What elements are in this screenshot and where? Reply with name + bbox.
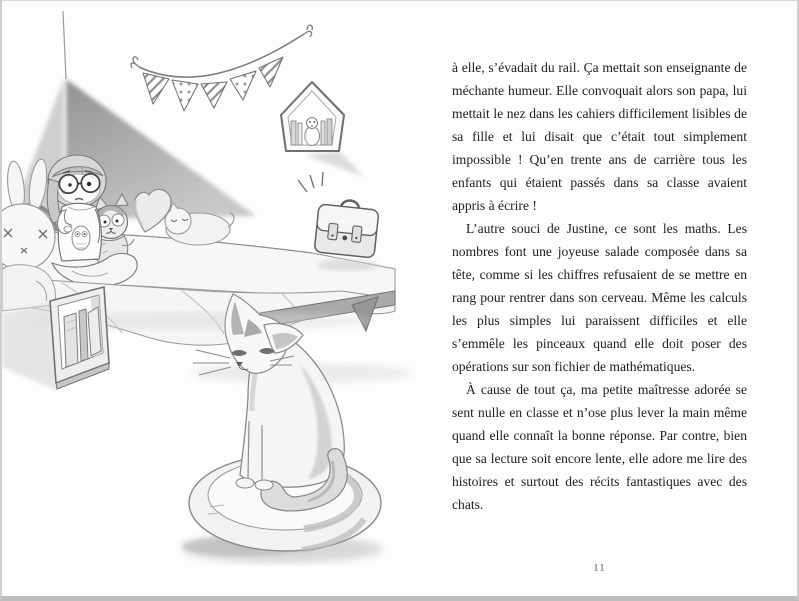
story-paragraph: À cause de tout ça, ma petite maîtresse adorée se sent nulle en classe et n’ose plus lever la main même quand elle connaît la bonne réponse. Par contre, bien que sa lecture soit encore lente, elle adore me lire des histoires et surtout des récits fantastiques avec des chats. bbox=[452, 382, 747, 512]
pennant-bunting bbox=[131, 25, 312, 111]
owl-print bbox=[72, 226, 90, 250]
bird-figurine bbox=[304, 118, 319, 146]
story-text bbox=[452, 56, 747, 516]
birdhouse-shelf bbox=[281, 82, 364, 177]
story-paragraph: L’autre souci de Justine, ce sont les maths. Les nombres font une joyeuse salade composée dans sa tête, comme si les chiffres refusaient de se mettre en rang pour rentrer dans son cerveau. Même les calculs les plus simples lui paraissent difficiles et elle s’emmêle les pinceaux quand elle doit poser des opérations sur son fichier de mathématiques. bbox=[452, 221, 747, 374]
sparkle-lines bbox=[298, 172, 323, 192]
story-paragraph: à elle, s’évadait du rail. Ça mettait son enseignante de méchante humeur. Elle convoquait alors son papa, lui mettait le nez dans les cahiers difficilement lisibles de sa fille et lui disait que c’était tout simplement impossible ! Qu’en trente ans de carrière tous les enfants qui étaient passés dans sa classe avaient appris à écrire ! bbox=[452, 60, 747, 213]
glasses-left-lens bbox=[59, 175, 77, 193]
bedroom-illustration bbox=[2, 1, 442, 601]
page-number: 11 bbox=[593, 562, 606, 574]
